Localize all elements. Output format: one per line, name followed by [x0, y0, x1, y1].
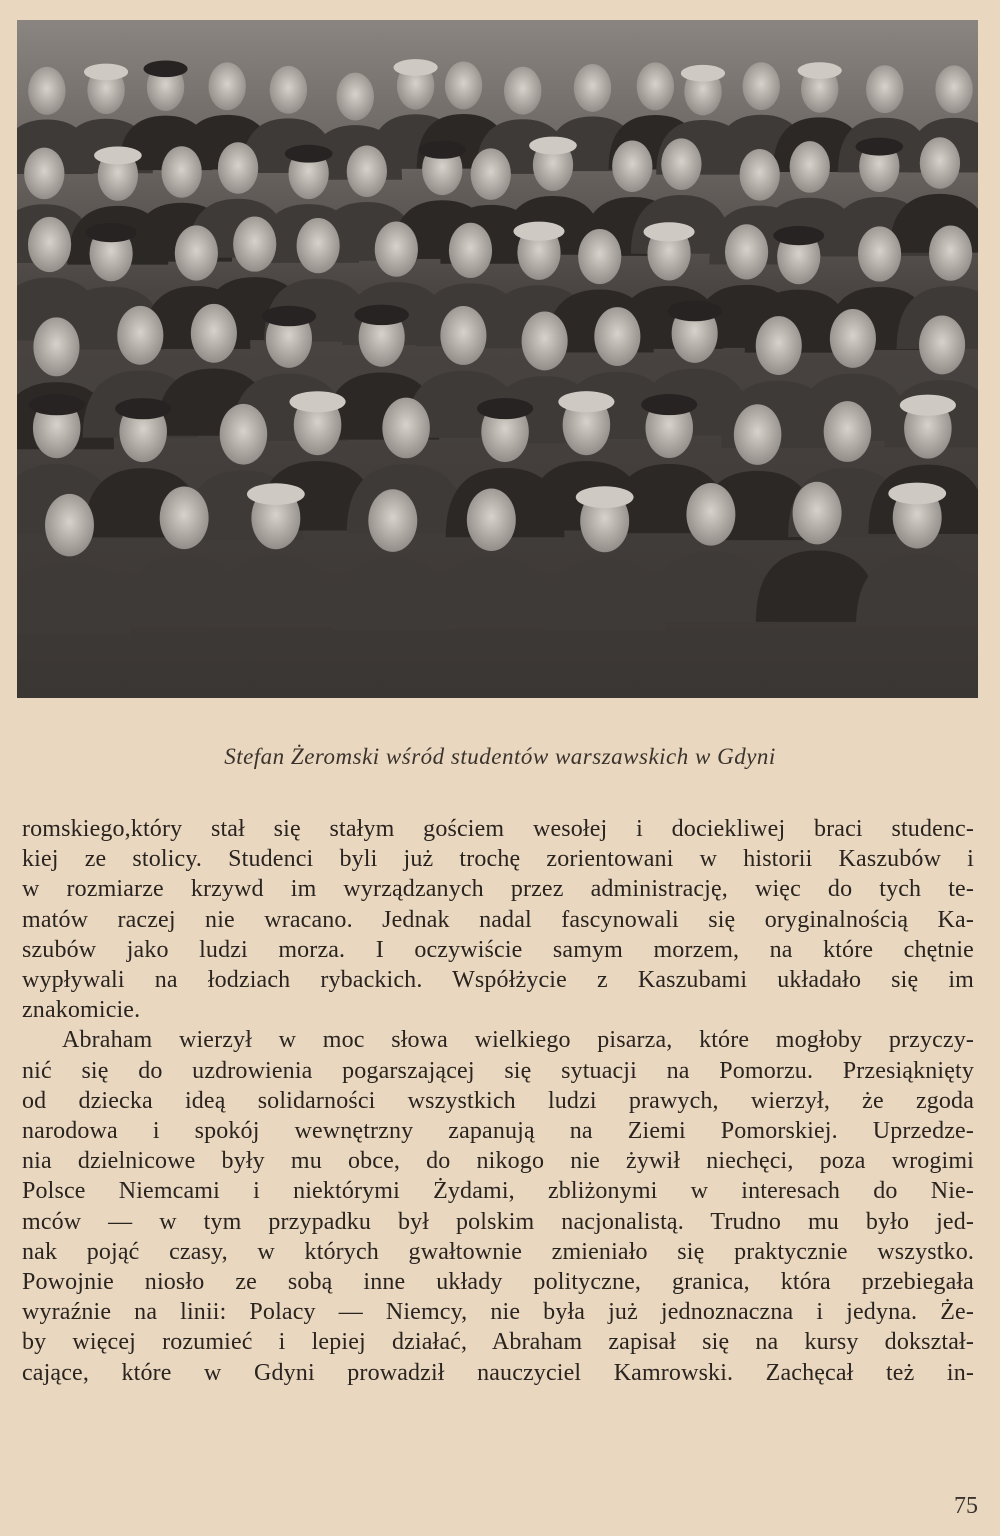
figure-head	[24, 148, 64, 200]
figure-cap	[798, 62, 842, 79]
figure-head	[661, 138, 701, 190]
figure-head	[935, 65, 972, 113]
text-line: matów raczej nie wracano. Jednak nadal fascynowali się oryginalnością Ka-	[22, 906, 974, 933]
figure-head	[612, 140, 652, 192]
figure-head	[220, 404, 268, 465]
text-line: wyraźnie na linii: Polacy — Niemcy, nie była już jednoznaczna i jedyna. Że-	[22, 1299, 974, 1326]
figure-head	[858, 226, 901, 281]
figure-head	[28, 67, 65, 115]
group-photograph	[17, 20, 978, 698]
text-line: cające, które w Gdyni prowadził nauczyciel Kamrowski. Zachęcał też in-	[22, 1359, 974, 1386]
group-photograph-icon	[17, 20, 978, 698]
paragraph-1	[22, 814, 974, 1025]
text-line: znakomicie.	[22, 997, 141, 1024]
figure-cap	[115, 398, 171, 419]
text-line: Polsce Niemcami i niektórymi Żydami, zbliżonymi w interesach do Nie-	[22, 1178, 974, 1205]
figure-cap	[94, 146, 142, 164]
figure-head	[297, 218, 340, 273]
figure-head	[191, 304, 237, 363]
figure-cap	[856, 138, 904, 156]
text-line: w rozmiarze krzywd im wyrządzanych przez administrację, więc do tych te-	[22, 876, 974, 903]
figure-head	[160, 487, 209, 550]
figure-head	[337, 73, 374, 121]
figure-cap	[477, 398, 533, 419]
figure-cap	[773, 226, 824, 245]
figure-head	[33, 317, 79, 376]
figure-head	[929, 226, 972, 281]
figure-head	[637, 62, 674, 110]
figure-cap	[143, 60, 187, 77]
figure-head	[161, 146, 201, 198]
figure-cap	[644, 222, 695, 241]
figure-head	[440, 306, 486, 365]
figure-head	[686, 483, 735, 546]
figure-head	[504, 67, 541, 115]
figure-head	[467, 488, 516, 551]
figure-head	[471, 148, 511, 200]
photo-caption: Stefan Żeromski wśród studentów warszawskich w Gdyni	[224, 744, 776, 769]
figure-head	[218, 142, 258, 194]
figure-cap	[576, 486, 634, 508]
figure-head	[28, 217, 71, 272]
figure-head	[824, 401, 872, 462]
text-line: Powojnie niosło ze sobą inne układy polityczne, granica, która przebiegała	[22, 1269, 974, 1296]
figure-head	[574, 64, 611, 112]
figure-head	[233, 216, 276, 271]
figure-head	[45, 494, 94, 557]
text-line: od dziecka ideą solidarności wszystkich ludzi prawych, wierzył, że zgoda	[22, 1087, 974, 1114]
text-line: mców — w tym przypadku był polskim nacjonalistą. Trudno mu było jed-	[22, 1208, 974, 1235]
page-number: 75	[954, 1493, 978, 1519]
figure-head	[790, 141, 830, 193]
figure-cap	[641, 394, 697, 415]
figure-head	[920, 137, 960, 189]
text-line: narodowa i spokój wewnętrzny zapanują na Ziemi Pomorskiej. Uprzedze-	[22, 1118, 974, 1145]
figure-head	[368, 489, 417, 552]
figure-cap	[29, 394, 85, 415]
figure-head	[734, 404, 782, 465]
figure-cap	[285, 145, 333, 163]
figure-cap	[900, 395, 956, 416]
figure-head	[578, 229, 621, 284]
figure-cap	[514, 222, 565, 241]
figure-head	[175, 225, 218, 280]
figure-head	[756, 316, 802, 375]
figure-head	[725, 224, 768, 279]
body-text	[22, 814, 974, 1388]
figure-cap	[681, 65, 725, 82]
figure-cap	[290, 391, 346, 412]
figure-head	[270, 66, 307, 114]
figure-cap	[262, 306, 316, 326]
figure-head	[522, 312, 568, 371]
text-line: by więcej rozumieć i lepiej działać, Abraham zapisał się na kursy dokształ-	[22, 1329, 974, 1356]
figure-cap	[888, 483, 946, 505]
figure-cap	[84, 64, 128, 81]
text-line: nia dzielnicowe były mu obce, do nikogo nie żywił niechęci, poza wrogimi	[22, 1148, 974, 1175]
figure-head	[793, 482, 842, 545]
text-line: nak pojąć czasy, w których gwałtownie zmieniało się praktycznie wszystko.	[22, 1238, 974, 1265]
figure-head	[866, 65, 903, 113]
figure-head	[830, 309, 876, 368]
figure-head	[449, 223, 492, 278]
figure-head	[347, 145, 387, 197]
figure-cap	[529, 137, 577, 155]
figure-head	[375, 222, 418, 277]
text-line: wypływali na łodziach rybackich. Współżycie z Kaszubami układało się im	[22, 967, 974, 994]
figure-head	[382, 398, 430, 459]
figure-head	[117, 306, 163, 365]
figure-cap	[558, 391, 614, 412]
figure-cap	[247, 483, 305, 505]
text-line: Abraham wierzył w moc słowa wielkiego pisarza, które mogłoby przyczy-	[62, 1027, 974, 1054]
figure-head	[208, 62, 245, 110]
text-line: kiej ze stolicy. Studenci byli już trochę zorientowani w historii Kaszubów i	[22, 846, 974, 873]
figure-cap	[418, 141, 466, 159]
text-line: szubów jako ludzi morza. I oczywiście samym morzem, na które chętnie	[22, 936, 974, 963]
text-line: nić się do uzdrowienia pogarszającej się sytuacji na Pomorzu. Przesiąknięty	[22, 1057, 974, 1084]
figure-cap	[394, 59, 438, 76]
figure-cap	[86, 223, 137, 242]
figure-head	[740, 149, 780, 201]
figure-cap	[667, 301, 721, 321]
text-line: romskiego,który stał się stałym gościem wesołej i dociekliwej braci studenc-	[22, 816, 974, 842]
figure-cap	[354, 305, 408, 325]
figure-head	[743, 62, 780, 110]
figure-head	[919, 315, 965, 374]
figure-head	[445, 61, 482, 109]
figure-head	[594, 307, 640, 366]
paragraph-2	[22, 1025, 974, 1387]
